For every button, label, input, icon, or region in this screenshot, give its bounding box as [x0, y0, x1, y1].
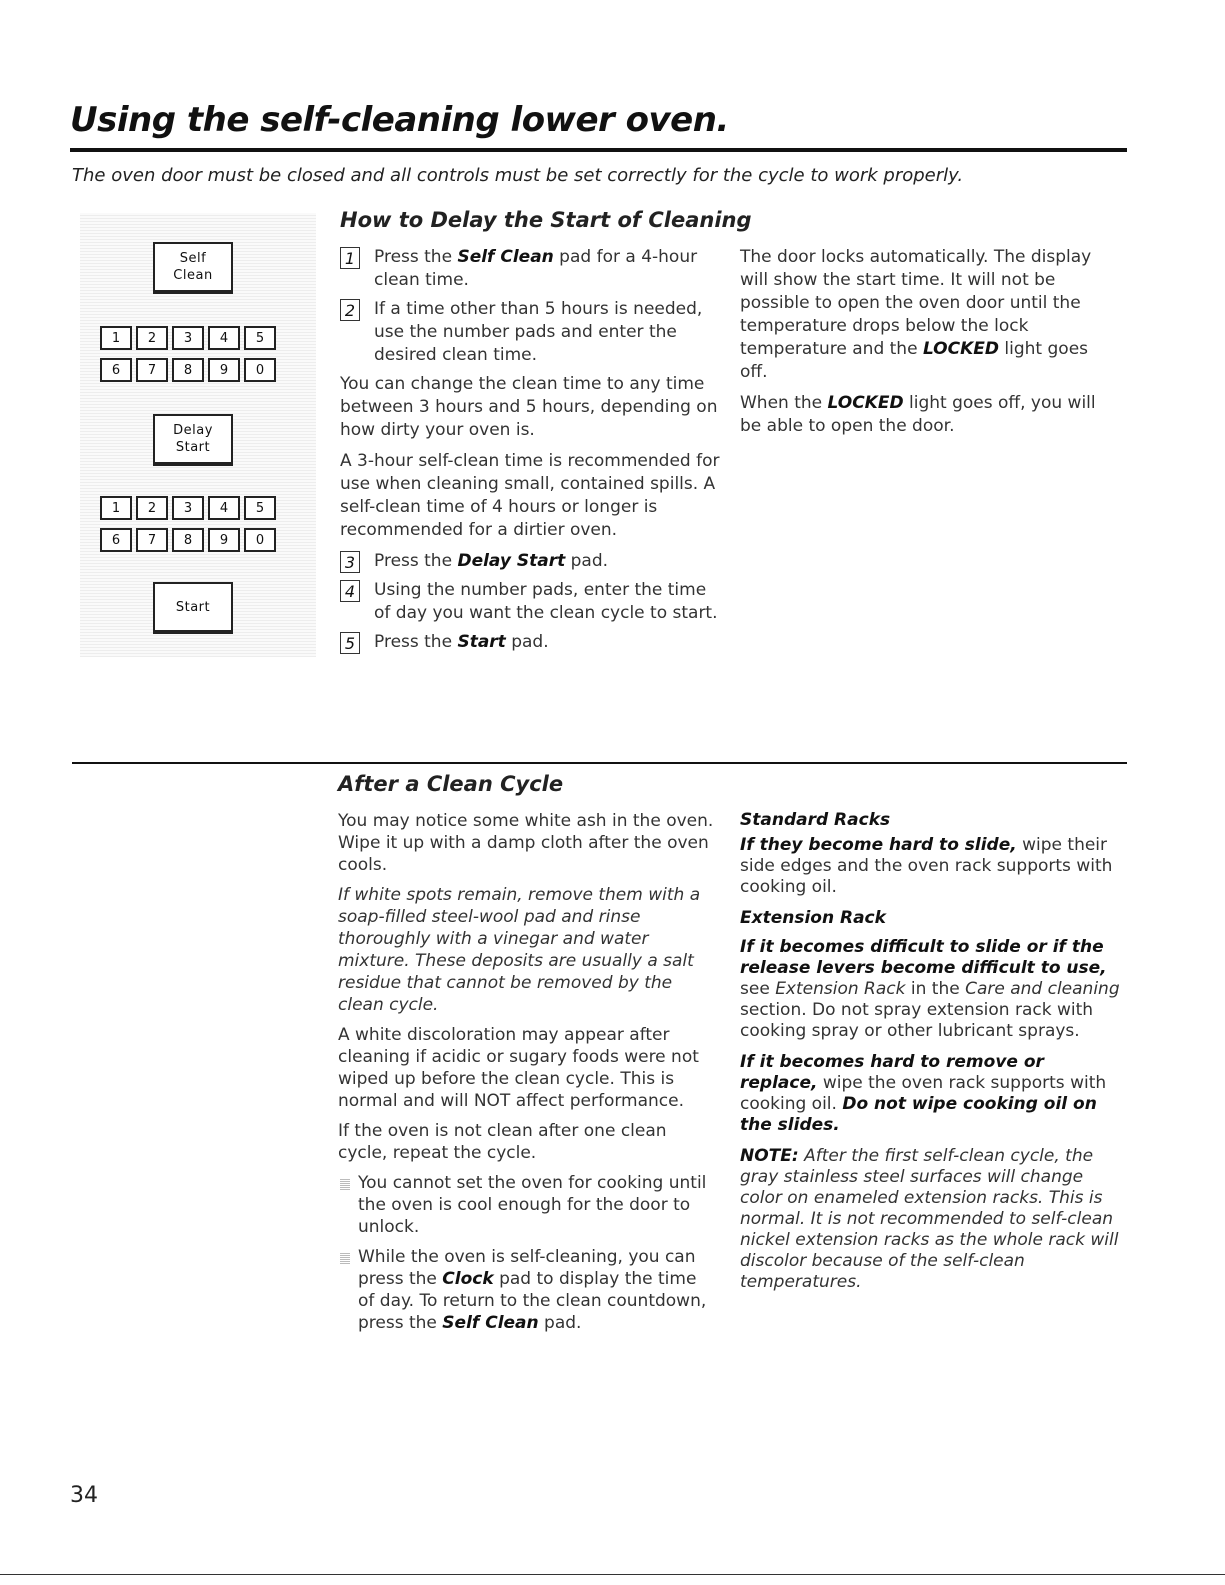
bullet-icon	[340, 1178, 350, 1190]
number-pad-row-bottom-2	[100, 528, 276, 552]
number-pad: 0	[244, 528, 276, 552]
after-right-column	[740, 810, 1120, 1303]
step-3-text: Press the Delay Start pad.	[374, 551, 609, 571]
number-pad-row-top-1	[100, 326, 276, 350]
title-rule	[70, 148, 1127, 152]
bullet-clock	[338, 1246, 718, 1334]
step-5	[340, 631, 720, 654]
standard-racks-heading: Standard Racks	[740, 810, 891, 830]
delay-instructions	[340, 246, 720, 660]
bottom-rule	[0, 1574, 1225, 1575]
recommended-time-paragraph: A 3-hour self-clean time is recommended for use when cleaning small, contained spills. A self-clean time of 4 hours or longer is recommended for a dirtier oven.	[340, 451, 720, 540]
number-pad: 1	[100, 496, 132, 520]
page-number: 34	[70, 1483, 98, 1508]
self-clean-pad	[153, 242, 233, 294]
step-5-text: Press the Start pad.	[374, 632, 549, 652]
number-pad: 5	[244, 326, 276, 350]
step-2	[340, 298, 720, 367]
step-1-text: Press the Self Clean pad for a 4-hour clean time.	[374, 247, 698, 290]
repeat-cycle-paragraph: If the oven is not clean after one clean cycle, repeat the cycle.	[338, 1121, 667, 1163]
step-number-1: 1	[340, 247, 360, 269]
step-3	[340, 550, 720, 573]
after-heading: After a Clean Cycle	[338, 772, 564, 796]
number-pad: 2	[136, 326, 168, 350]
extension-rack-heading: Extension Rack	[740, 908, 886, 928]
self-clean-pad-line1: Self	[179, 251, 207, 266]
delay-start-pad-line2: Start	[175, 440, 211, 455]
number-pad: 3	[172, 326, 204, 350]
delay-heading: How to Delay the Start of Cleaning	[340, 208, 752, 232]
number-pad: 3	[172, 496, 204, 520]
section-rule	[72, 762, 1127, 764]
number-pad: 1	[100, 326, 132, 350]
start-pad-label: Start	[175, 599, 211, 615]
number-pad: 9	[208, 528, 240, 552]
step-2-text: If a time other than 5 hours is needed, use the number pads and enter the desired clean time.	[374, 299, 703, 365]
number-pad: 6	[100, 358, 132, 382]
number-pad: 8	[172, 358, 204, 382]
bullet-clock-text: While the oven is self-cleaning, you can press the Clock pad to display the time of day. To return to the clean countdown, press the Self Clean pad.	[358, 1247, 707, 1333]
number-pad: 9	[208, 358, 240, 382]
number-pad-row-bottom-1	[100, 358, 276, 382]
extension-rack-paragraph: If it becomes difficult to slide or if the release levers become difficult to use, see Extension Rack in the Care and cleaning section. Do not spray extension rack with cooking spray or other lubricant sprays.	[740, 937, 1120, 1041]
number-pad: 5	[244, 496, 276, 520]
clean-time-paragraph: You can change the clean time to any time between 3 hours and 5 hours, depending on how dirty your oven is.	[340, 374, 718, 440]
number-pad: 6	[100, 528, 132, 552]
page-title: Using the self-cleaning lower oven.	[70, 100, 729, 140]
number-pad: 7	[136, 528, 168, 552]
locked-light-paragraph: When the LOCKED light goes off, you will be able to open the door.	[740, 393, 1096, 436]
number-pad-row-top-2	[100, 496, 276, 520]
page-subtitle: The oven door must be closed and all controls must be set correctly for the cycle to work properly.	[72, 165, 964, 186]
door-locks-paragraph: The door locks automatically. The display will show the start time. It will not be possible to open the oven door until the temperature drops below the lock temperature and the LOCKED light goes off.	[740, 247, 1092, 382]
standard-racks-paragraph: If they become hard to slide, wipe their side edges and the oven rack supports with cooking oil.	[740, 835, 1113, 897]
bullet-icon	[340, 1252, 350, 1264]
step-number-5: 5	[340, 632, 360, 654]
step-number-3: 3	[340, 551, 360, 573]
number-pad: 4	[208, 496, 240, 520]
step-number-2: 2	[340, 299, 360, 321]
discoloration-paragraph: A white discoloration may appear after cleaning if acidic or sugary foods were not wiped up before the clean cycle. This is normal and will NOT affect performance.	[338, 1025, 699, 1111]
number-pad: 4	[208, 326, 240, 350]
self-clean-pad-line2: Clean	[173, 268, 213, 283]
control-panel-illustration	[80, 213, 316, 657]
delay-start-pad-line1: Delay	[173, 423, 213, 438]
note-paragraph: NOTE: After the first self-clean cycle, the gray stainless steel surfaces will change color on enameled extension racks. This is normal. It is not recommended to self-clean nickel extension racks as the whole rack will discolor because of the self-clean temperatures.	[740, 1146, 1119, 1292]
bullet-cooking	[338, 1172, 718, 1238]
delay-notes	[740, 246, 1110, 446]
bullet-cooking-text: You cannot set the oven for cooking until the oven is cool enough for the door to unlock.	[358, 1173, 707, 1237]
step-1	[340, 246, 720, 292]
white-ash-paragraph: You may notice some white ash in the oven. Wipe it up with a damp cloth after the oven cools.	[338, 811, 714, 875]
number-pad: 7	[136, 358, 168, 382]
remove-replace-paragraph: If it becomes hard to remove or replace, wipe the oven rack supports with cooking oil. Do not wipe cooking oil on the slides.	[740, 1052, 1107, 1135]
number-pad: 8	[172, 528, 204, 552]
number-pad: 0	[244, 358, 276, 382]
after-left-column	[338, 810, 718, 1342]
start-pad	[153, 582, 233, 634]
delay-start-pad	[153, 414, 233, 466]
number-pad: 2	[136, 496, 168, 520]
step-number-4: 4	[340, 580, 360, 602]
step-4	[340, 579, 720, 625]
white-spots-paragraph: If white spots remain, remove them with a soap-filled steel-wool pad and rinse thoroughly with a vinegar and water mixture. These deposits are usually a salt residue that cannot be removed by the clean cycle.	[338, 885, 701, 1015]
step-4-text: Using the number pads, enter the time of day you want the clean cycle to start.	[374, 580, 718, 623]
